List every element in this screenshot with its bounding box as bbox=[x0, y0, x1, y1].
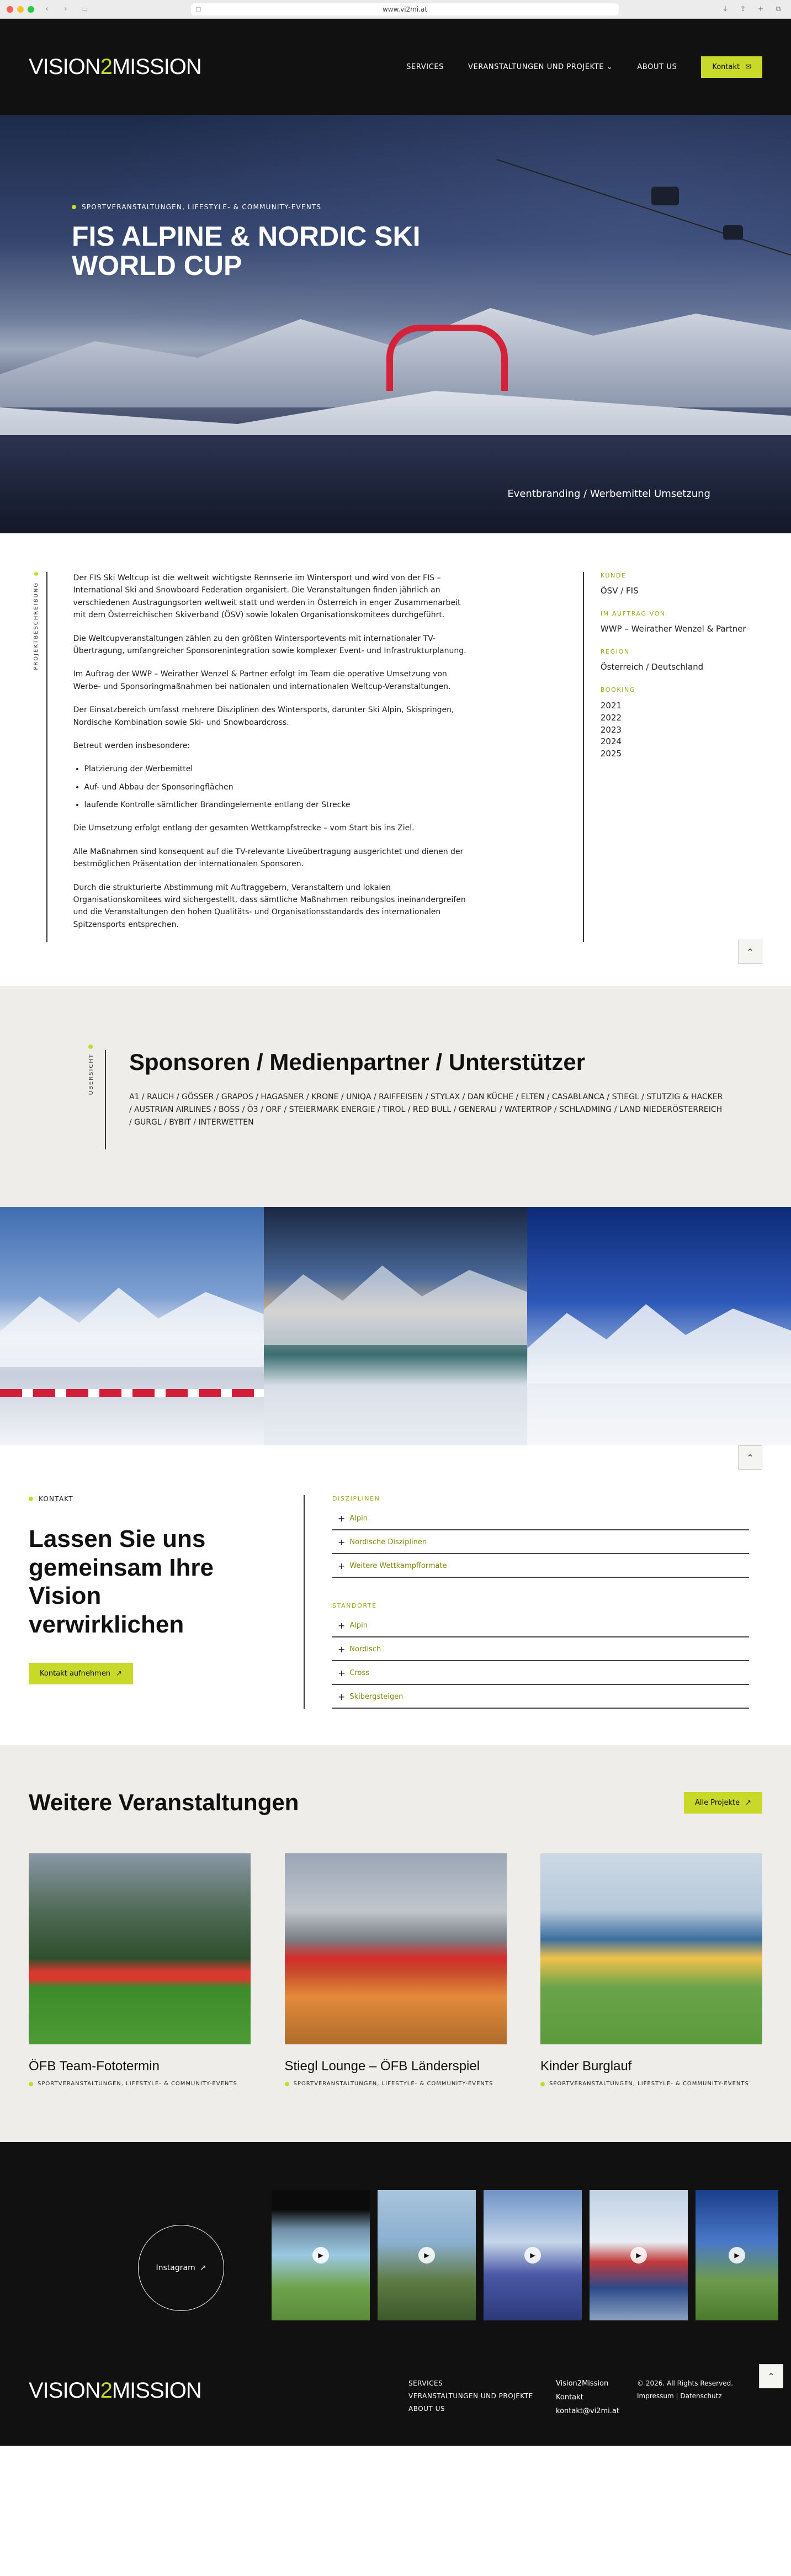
accordion-item-label: Alpin bbox=[349, 1514, 368, 1523]
event-card-title: ÖFB Team-Fototermin bbox=[29, 2059, 160, 2074]
contact-accordion bbox=[332, 1495, 749, 1709]
project-meta bbox=[583, 572, 762, 942]
accordion-item[interactable] bbox=[332, 1507, 749, 1530]
scroll-to-top-button[interactable] bbox=[759, 2364, 783, 2388]
logo-part-2: 2 bbox=[100, 54, 112, 79]
footer-logo[interactable] bbox=[29, 2378, 201, 2403]
description-paragraph: Der Einsatzbereich umfasst mehrere Disziplinen des Wintersports, darunter Ski Alpin, Skispringen, Nordische Kombination sowie Ski- und Snowboardcross. bbox=[73, 706, 454, 727]
footer-copyright: © 2026. All Rights Reserved. bbox=[637, 2379, 734, 2388]
accordion-item[interactable] bbox=[332, 1614, 749, 1637]
event-card-tag-text: SPORTVERANSTALTUNGEN, LIFESTYLE- & COMMUNITY-EVENTS bbox=[293, 2081, 493, 2087]
arrow-up-right-icon: ↗ bbox=[199, 2264, 206, 2273]
event-cards bbox=[29, 1853, 762, 2087]
chevron-up-icon: ⌃ bbox=[746, 946, 754, 957]
hero-section bbox=[0, 115, 791, 533]
sponsors-section bbox=[0, 986, 791, 1207]
disciplines-group bbox=[332, 1495, 749, 1578]
project-description bbox=[73, 572, 473, 942]
logo-part-mission: MISSION bbox=[112, 54, 201, 79]
page-icon: ▢ bbox=[195, 6, 201, 13]
meta-value-kunde: ÖSV / FIS bbox=[600, 586, 639, 596]
meta-label-kunde: KUNDE bbox=[600, 572, 627, 579]
footer-contact-link[interactable]: Kontakt bbox=[556, 2393, 583, 2402]
window-controls bbox=[7, 6, 34, 13]
instagram-reel[interactable] bbox=[696, 2190, 778, 2320]
footer-legal bbox=[637, 2377, 733, 2403]
hero-text bbox=[72, 203, 425, 280]
further-events-section bbox=[0, 1745, 791, 2142]
description-paragraph: Durch die strukturierte Abstimmung mit Auftraggebern, Veranstaltern und lokalen Organisationskomitees wird sichergestellt, dass sämtliche Maßnahmen reibungslos ineinandergreifen und die Veranstaltungen den hohen Qualitäts- und Organisationsstandards des internationalen Spitzensports entsprechen. bbox=[73, 883, 466, 929]
accordion-item[interactable] bbox=[332, 1661, 749, 1685]
sponsors-side-label-text: ÜBERSICHT bbox=[88, 1053, 94, 1095]
main-nav bbox=[406, 56, 762, 78]
accordion-item-label: Alpin bbox=[349, 1621, 368, 1630]
list-item: • laufende Kontrolle sämtlicher Brandingelemente entlang der Strecke bbox=[84, 799, 473, 811]
list-item: • Auf- und Abbau der Sponsoringflächen bbox=[84, 781, 473, 793]
footer-email-link[interactable]: kontakt@vi2mi.at bbox=[556, 2407, 619, 2415]
accordion-item-label: Nordisch bbox=[349, 1645, 381, 1654]
hero-cable bbox=[497, 159, 791, 262]
description-paragraph: Die Umsetzung erfolgt entlang der gesamten Wettkampfstrecke – vom Start bis ins Ziel. bbox=[73, 824, 415, 833]
locations-group bbox=[332, 1602, 749, 1709]
contact-section bbox=[0, 1445, 791, 1745]
event-card-image bbox=[285, 1853, 507, 2044]
sponsors-title: Sponsoren / Medienpartner / Unterstützer bbox=[129, 1049, 586, 1075]
project-side-label bbox=[29, 572, 45, 942]
gallery-image[interactable] bbox=[0, 1207, 264, 1445]
gallery-peaks bbox=[264, 1257, 528, 1345]
site-footer bbox=[0, 2142, 791, 2446]
further-events-header bbox=[29, 1789, 762, 1816]
instagram-reel[interactable] bbox=[272, 2190, 370, 2320]
share-icon[interactable]: ⇪ bbox=[740, 5, 746, 13]
hero-gondola bbox=[651, 187, 679, 205]
gallery-fence bbox=[0, 1389, 264, 1397]
description-paragraph: Die Weltcupveranstaltungen zählen zu den größten Wintersportevents mit internationaler TV-Übertragung, umfangreicher Sponsorenintegration sowie komplexer Event- und Infrastrukturplanung. bbox=[73, 634, 466, 655]
contact-label: KONTAKT bbox=[39, 1495, 73, 1503]
maximize-window-icon[interactable] bbox=[28, 6, 34, 13]
play-icon: ▶ bbox=[630, 2247, 647, 2264]
nav-veranstaltungen-label: VERANSTALTUNGEN UND PROJEKTE bbox=[468, 62, 604, 71]
list-item: • Platzierung der Werbemittel bbox=[84, 763, 473, 775]
meta-value-region: Österreich / Deutschland bbox=[600, 662, 704, 672]
all-projects-label: Alle Projekte bbox=[694, 1798, 740, 1807]
bullet-dot-icon bbox=[285, 2082, 289, 2086]
minimize-window-icon[interactable] bbox=[17, 6, 24, 13]
logo-part-vision: VISION bbox=[29, 2378, 100, 2403]
booking-year: 2023 bbox=[600, 724, 622, 735]
instagram-reels bbox=[272, 2190, 778, 2320]
bullet-dot-icon bbox=[88, 1045, 93, 1049]
nav-services[interactable]: SERVICES bbox=[406, 62, 444, 71]
play-icon: ▶ bbox=[729, 2247, 745, 2264]
sponsors-list: A1 / RAUCH / GÖSSER / GRAPOS / HAGASNER / KRONE / UNIQA / RAIFFEISEN / STYLAX / DAN KÜCHE / ELTEN / CASABLANCA / STIEGL / STUTZIG & HACKER / AUSTRIAN AIRLINES / BOSS / Ö3 / ORF / STEIERMARK ENERGIE / TIROL / RED BULL / GENERALI / WATERTROP / SCHLADMING / LAND NIEDERÖSTERREICH / GURGL / BYBIT / INTERWETTEN bbox=[129, 1093, 723, 1127]
event-card-tag bbox=[29, 2081, 251, 2087]
event-card-title: Kinder Burglauf bbox=[540, 2059, 632, 2074]
accordion-item[interactable] bbox=[332, 1554, 749, 1578]
footer-nav-veranstaltungen[interactable]: VERANSTALTUNGEN UND PROJEKTE bbox=[408, 2392, 533, 2400]
plus-icon: + bbox=[338, 1620, 346, 1631]
meta-value-auftrag: WWP – Weirather Wenzel & Partner bbox=[600, 624, 746, 634]
scroll-to-top-button[interactable] bbox=[738, 940, 762, 964]
hero-eyebrow-text: SPORTVERANSTALTUNGEN, LIFESTYLE- & COMMUNITY-EVENTS bbox=[82, 203, 322, 211]
arrow-up-right-icon: ↗ bbox=[745, 1798, 751, 1807]
further-events-title: Weitere Veranstaltungen bbox=[29, 1789, 299, 1816]
event-card-image bbox=[540, 1853, 762, 2044]
bullet-dot-icon bbox=[34, 572, 38, 576]
contact-button[interactable] bbox=[701, 56, 762, 78]
event-card-tag-text: SPORTVERANSTALTUNGEN, LIFESTYLE- & COMMUNITY-EVENTS bbox=[38, 2081, 237, 2087]
page-title: FIS ALPINE & NORDIC SKI WORLD CUP bbox=[72, 221, 421, 281]
all-projects-button[interactable] bbox=[684, 1792, 762, 1814]
description-paragraph: Betreut werden insbesondere: bbox=[73, 741, 190, 750]
scroll-to-top-button[interactable] bbox=[738, 1445, 762, 1470]
bullet-dot-icon bbox=[29, 1497, 33, 1501]
arrow-up-right-icon: ↗ bbox=[116, 1669, 122, 1678]
instagram-link[interactable] bbox=[138, 2225, 224, 2311]
gallery-image[interactable] bbox=[264, 1207, 528, 1445]
event-card-tag bbox=[285, 2081, 507, 2087]
event-card-tag-text: SPORTVERANSTALTUNGEN, LIFESTYLE- & COMMUNITY-EVENTS bbox=[549, 2081, 749, 2087]
accordion-item-label: Weitere Wettkampfformate bbox=[349, 1562, 447, 1571]
hero-eyebrow bbox=[72, 203, 425, 211]
instagram-reel[interactable] bbox=[378, 2190, 476, 2320]
hero-caption: Eventbranding / Werbemittel Umsetzung bbox=[507, 488, 710, 500]
nav-veranstaltungen[interactable] bbox=[468, 63, 613, 71]
contact-cta-button[interactable] bbox=[29, 1663, 133, 1684]
site-header bbox=[0, 19, 791, 115]
sponsors-body bbox=[129, 1049, 762, 1129]
hero-gondola-2 bbox=[723, 225, 743, 240]
logo-part-vision: VISION bbox=[29, 54, 100, 79]
project-side-label-text: PROJEKTBESCHREIBUNG bbox=[33, 582, 39, 670]
instagram-reel[interactable] bbox=[484, 2190, 582, 2320]
address-bar[interactable] bbox=[191, 3, 619, 15]
chevron-up-icon: ⌃ bbox=[746, 1452, 754, 1463]
bullet-dot-icon bbox=[540, 2082, 545, 2086]
gallery-image[interactable] bbox=[527, 1207, 791, 1445]
back-icon[interactable]: ‹ bbox=[45, 5, 49, 13]
plus-icon: + bbox=[338, 1644, 346, 1655]
play-icon: ▶ bbox=[312, 2247, 329, 2264]
logo-part-mission: MISSION bbox=[112, 2378, 201, 2403]
contact-eyebrow bbox=[29, 1495, 282, 1503]
disciplines-label: DISZIPLINEN bbox=[332, 1495, 380, 1503]
event-card[interactable] bbox=[540, 1853, 762, 2087]
booking-year: 2021 bbox=[600, 701, 622, 711]
event-card-title: Stiegl Lounge – ÖFB Länderspiel bbox=[284, 2059, 480, 2074]
accordion-item[interactable] bbox=[332, 1530, 749, 1554]
plus-icon: + bbox=[338, 1692, 346, 1703]
contact-intro bbox=[29, 1495, 305, 1709]
event-card-image bbox=[29, 1853, 251, 2044]
divider bbox=[105, 1050, 106, 1149]
image-gallery bbox=[0, 1207, 791, 1445]
instagram-reel[interactable] bbox=[590, 2190, 688, 2320]
footer-nav-about-us[interactable]: ABOUT US bbox=[408, 2404, 445, 2413]
download-icon[interactable]: ↓ bbox=[722, 5, 729, 13]
plus-icon: + bbox=[338, 1668, 346, 1679]
plus-icon: + bbox=[338, 1513, 346, 1524]
close-window-icon[interactable] bbox=[7, 6, 13, 13]
footer-nav-services[interactable]: SERVICES bbox=[408, 2379, 443, 2388]
booking-year: 2022 bbox=[600, 712, 622, 723]
plus-icon: + bbox=[338, 1561, 346, 1572]
url-text: www.vi2mi.at bbox=[382, 5, 428, 13]
browser-chrome bbox=[0, 0, 791, 19]
event-card-tag bbox=[540, 2081, 762, 2087]
gallery-peaks bbox=[0, 1279, 264, 1367]
forward-icon[interactable]: › bbox=[64, 5, 67, 13]
accordion-item-label: Skibergsteigen bbox=[349, 1693, 404, 1702]
description-paragraph: Im Auftrag der WWP – Weirather Wenzel & Partner erfolgt im Team die operative Umsetzung von Werbe- und Sponsoringmaßnahmen bei nationalen und internationalen Weltcup-Veranstaltungen. bbox=[73, 670, 451, 691]
bullet-dot-icon bbox=[29, 2082, 33, 2086]
booking-year: 2025 bbox=[600, 749, 622, 759]
accordion-item[interactable] bbox=[332, 1637, 749, 1661]
event-card[interactable] bbox=[29, 1853, 251, 2087]
footer-nav bbox=[408, 2377, 533, 2415]
footer-company: Vision2Mission bbox=[556, 2379, 609, 2388]
logo-part-2: 2 bbox=[100, 2378, 112, 2403]
booking-year: 2024 bbox=[600, 736, 622, 747]
tabs-overview-icon[interactable]: ⧉ bbox=[776, 5, 781, 13]
play-icon: ▶ bbox=[418, 2247, 435, 2264]
mail-icon: ✉ bbox=[745, 62, 751, 71]
divider bbox=[46, 572, 47, 942]
service-list bbox=[84, 763, 473, 811]
contact-cta-label: Kontakt aufnehmen bbox=[40, 1669, 111, 1678]
plus-icon: + bbox=[338, 1537, 346, 1548]
hero-stands bbox=[0, 435, 791, 533]
footer-contact bbox=[556, 2377, 619, 2418]
description-paragraph: Alle Maßnahmen sind konsequent auf die TV-relevante Liveübertragung ausgerichtet und dienen der bestmöglichen Präsentation der internationalen Sponsoren. bbox=[73, 847, 464, 869]
nav-about-us[interactable]: ABOUT US bbox=[637, 62, 677, 71]
locations-label: STANDORTE bbox=[332, 1602, 377, 1610]
logo[interactable] bbox=[29, 55, 201, 79]
footer-legal-links[interactable]: Impressum | Datenschutz bbox=[637, 2392, 722, 2400]
event-card[interactable] bbox=[285, 1853, 507, 2087]
meta-label-auftrag: IM AUFTRAG VON bbox=[600, 610, 666, 617]
gallery-peaks bbox=[527, 1295, 791, 1384]
accordion-item[interactable] bbox=[332, 1685, 749, 1709]
chevron-up-icon: ⌃ bbox=[767, 2371, 775, 2382]
instagram-label: Instagram bbox=[156, 2264, 195, 2273]
new-tab-icon[interactable]: + bbox=[757, 5, 764, 13]
contact-button-label: Kontakt bbox=[712, 62, 740, 71]
bullet-dot-icon bbox=[72, 205, 76, 209]
description-paragraph: Der FIS Ski Weltcup ist die weltweit wichtigste Rennserie im Wintersport und wird von der FIS – International Ski and Snowboard Federation organisiert. Die Veranstaltungen finden jährlich an verschiedenen Austragungsorten weltweit statt und werden in Österreich in enger Zusammenarbeit mit dem Österreichischen Skiverband (ÖSV) sowie lokalen Organisationskomitees durchgeführt. bbox=[73, 574, 461, 620]
accordion-item-label: Nordische Disziplinen bbox=[349, 1538, 427, 1547]
meta-label-booking: BOOKING bbox=[600, 686, 635, 693]
chevron-down-icon: ⌄ bbox=[606, 62, 613, 71]
contact-title: Lassen Sie uns gemeinsam Ihre Vision verwirklichen bbox=[29, 1525, 214, 1638]
project-section bbox=[0, 533, 791, 986]
sidebar-icon[interactable]: ▭ bbox=[81, 5, 88, 13]
play-icon: ▶ bbox=[524, 2247, 541, 2264]
meta-label-region: REGION bbox=[600, 648, 630, 655]
hero-finish-arch bbox=[386, 325, 508, 391]
accordion-item-label: Cross bbox=[349, 1669, 370, 1678]
